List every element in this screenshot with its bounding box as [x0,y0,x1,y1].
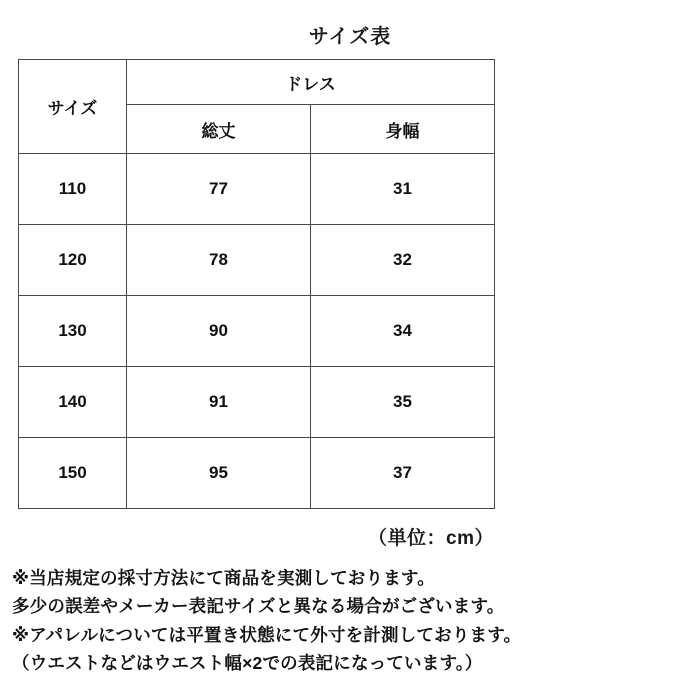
note-line-3: ※アパレルについては平置き状態にて外寸を計測しております。 [12,624,522,645]
table-row [19,367,495,438]
header-size: サイズ [19,60,127,154]
size-table [18,59,495,509]
cell-body-width: 35 [311,367,495,438]
table-row [19,154,495,225]
cell-total-length: 77 [127,154,311,225]
cell-total-length: 78 [127,225,311,296]
cell-body-width: 34 [311,296,495,367]
cell-total-length: 95 [127,438,311,509]
cell-total-length: 90 [127,296,311,367]
table-row [19,438,495,509]
table-header-row-group [19,60,495,105]
unit-note: （単位：cm） [368,528,494,549]
header-dress-group: ドレス [127,60,495,105]
cell-body-width: 31 [311,154,495,225]
cell-size: 120 [19,225,127,296]
notes-block [0,558,700,677]
cell-size: 140 [19,367,127,438]
size-table-wrapper [0,59,700,509]
cell-body-width: 32 [311,225,495,296]
cell-size: 110 [19,154,127,225]
note-line-1: ※当店規定の採寸方法にて商品を実測しております。 [12,568,435,588]
header-body-width: 身幅 [311,105,495,154]
table-row [19,225,495,296]
note-line-2: 多少の誤差やメーカー表記サイズと異なる場合がございます。 [12,596,505,617]
page-title: サイズ表 [308,26,392,48]
cell-size: 150 [19,438,127,509]
header-total-length: 総丈 [127,105,311,154]
cell-total-length: 91 [127,367,311,438]
cell-body-width: 37 [311,438,495,509]
table-row [19,296,495,367]
note-line-4: （ウエストなどはウエスト幅×2での表記になっています。） [12,653,483,674]
cell-size: 130 [19,296,127,367]
